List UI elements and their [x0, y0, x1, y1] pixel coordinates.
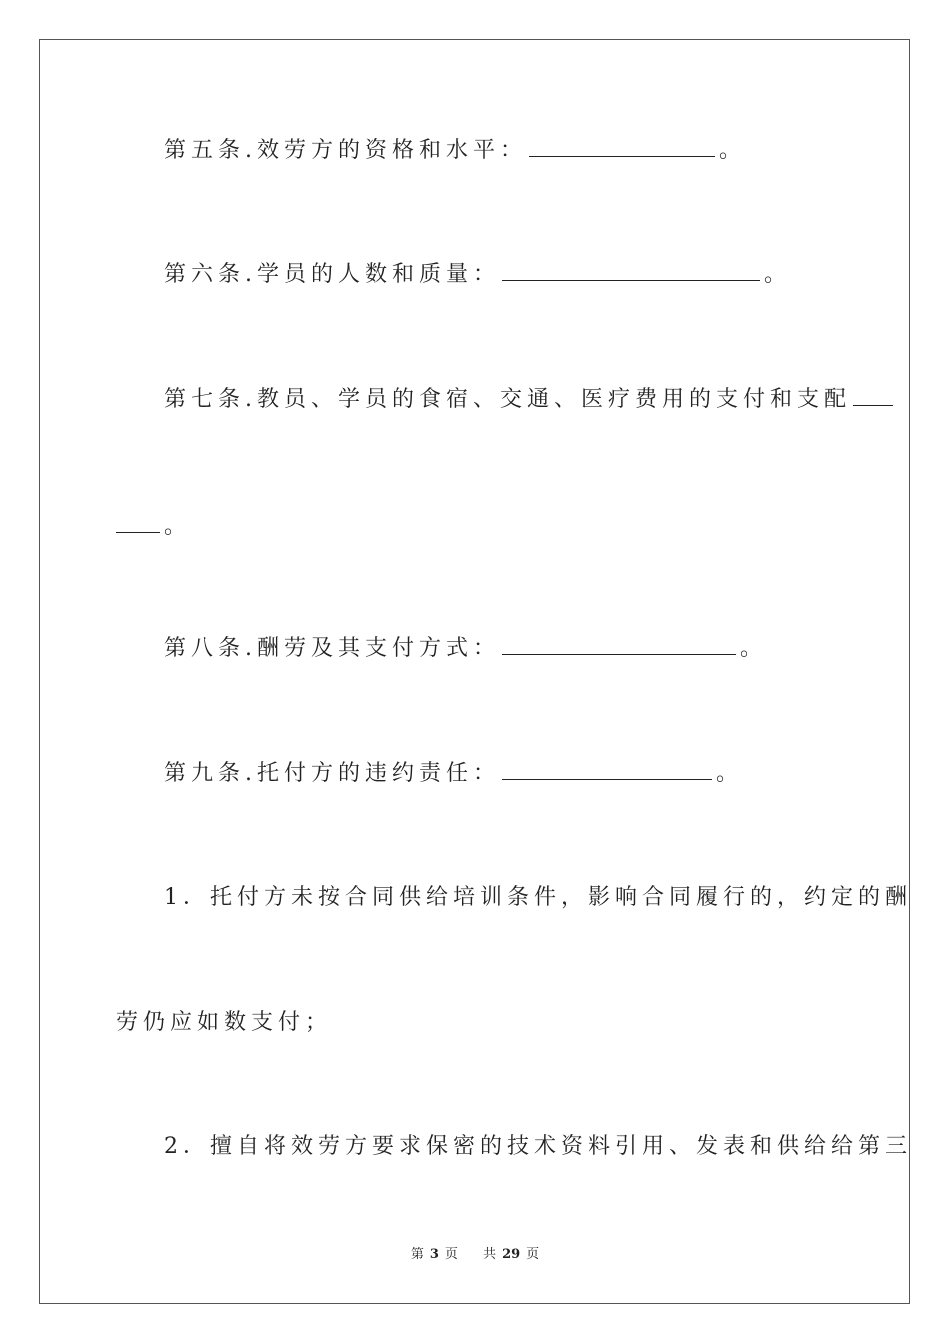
clause-7-text: 第七条.教员、学员的食宿、交通、医疗费用的支付和支配	[164, 387, 851, 412]
page-number-suffix: 页	[444, 1247, 458, 1262]
page-number-prefix: 第	[410, 1247, 424, 1262]
clause-5-blank	[529, 136, 715, 157]
clause-9-end: 。	[716, 761, 744, 786]
clause-9	[164, 759, 743, 789]
page-total	[480, 1247, 542, 1262]
clause-8	[164, 634, 767, 664]
page-border	[39, 39, 910, 1304]
clause-8-blank	[502, 634, 736, 655]
clause-8-end: 。	[740, 636, 768, 661]
clause-9-blank	[502, 759, 712, 780]
item-1-line-2: 劳仍应如数支付；	[116, 1010, 333, 1035]
clause-7-blank-b	[116, 512, 160, 533]
page-total-suffix: 页	[526, 1247, 540, 1262]
page-total-value: 29	[502, 1247, 521, 1262]
clause-7-blank-a	[853, 385, 893, 406]
page-number	[408, 1247, 461, 1262]
clause-5	[164, 136, 746, 166]
item-1-line-1: 1．托付方未按合同供给培训条件，影响合同履行的，约定的酬	[164, 885, 912, 910]
clause-7-end: 。	[164, 514, 192, 539]
clause-6-text: 第六条.学员的人数和质量：	[164, 262, 500, 287]
clause-8-text: 第八条.酬劳及其支付方式：	[164, 636, 500, 661]
clause-5-text: 第五条.效劳方的资格和水平：	[164, 138, 527, 163]
clause-5-end: 。	[719, 138, 747, 163]
clause-9-text: 第九条.托付方的违约责任：	[164, 761, 500, 786]
clause-7-continued	[116, 512, 191, 542]
item-2-line-1: 2．擅自将效劳方要求保密的技术资料引用、发表和供给给第三	[164, 1134, 912, 1159]
clause-6	[164, 260, 791, 290]
clause-6-end: 。	[764, 262, 792, 287]
page-footer	[0, 1246, 950, 1264]
clause-6-blank	[502, 260, 760, 281]
clause-7	[164, 385, 893, 415]
page-current: 3	[429, 1247, 439, 1262]
page-total-prefix: 共	[483, 1247, 497, 1262]
